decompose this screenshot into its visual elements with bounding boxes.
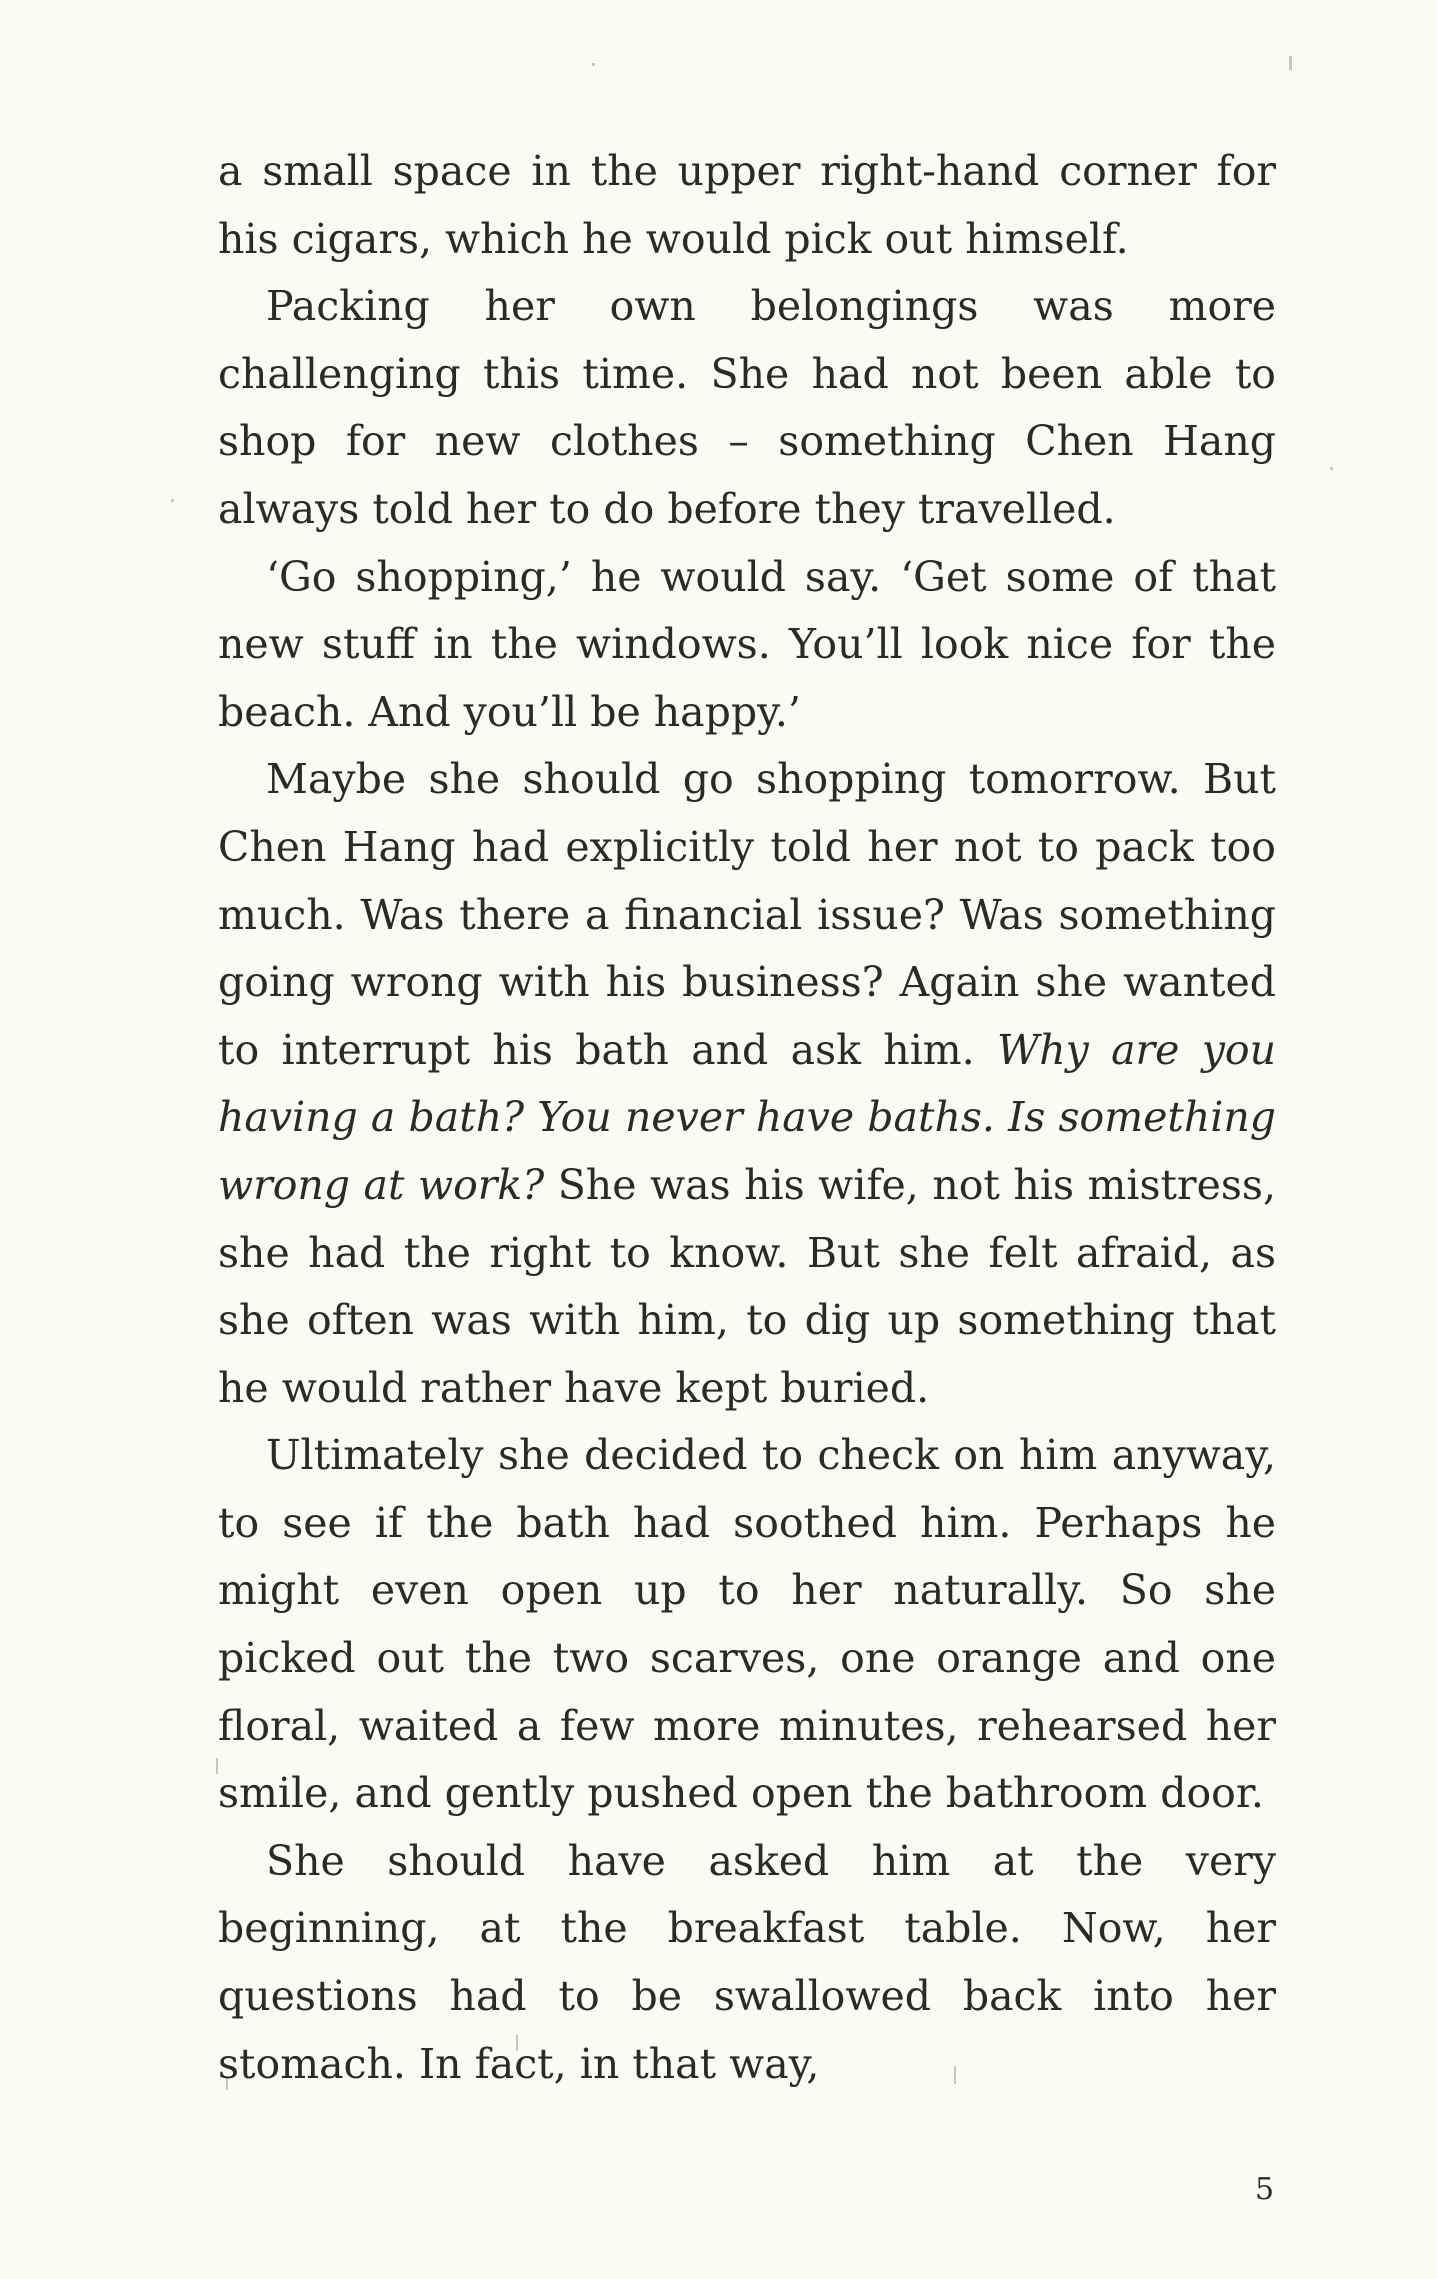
paragraph <box>218 273 1276 543</box>
text-run: Maybe she should go shopping tomorrow. But Chen Hang had explicitly told her not to pack too much. Was there a financial issue? Was something going wrong with his business? Again she wanted to interrupt his bath and ask him. <box>218 755 1276 1074</box>
text-run: Ultimately she decided to check on him anyway, to see if the bath had soothed him. Perhaps he might even open up to her naturally. So she picked out the two scarves, one orange and one floral, waited a few more minutes, rehearsed her smile, and gently pushed open the bathroom door. <box>218 1431 1276 1818</box>
paper-speck <box>1330 467 1333 470</box>
paragraph <box>218 138 1276 273</box>
paper-speck <box>1289 56 1292 70</box>
text-run: ‘Go shopping,’ he would say. ‘Get some of that new stuff in the windows. You’ll look nice for the beach. And you’ll be happy.’ <box>218 552 1276 736</box>
paragraph <box>218 1422 1276 1828</box>
paper-speck <box>171 499 174 502</box>
italic-text: Why are you having a bath? You never have baths. Is something wrong at work? <box>218 1025 1276 1209</box>
body-text <box>218 138 1276 2098</box>
paragraph <box>218 1828 1276 2098</box>
text-run: She was his wife, not his mistress, she had the right to know. But she felt afraid, as she often was with him, to dig up something that he would rather have kept buried. <box>218 1160 1276 1412</box>
paper-speck <box>592 63 595 66</box>
paragraph <box>218 746 1276 1422</box>
text-run: Packing her own belongings was more challenging this time. She had not been able to shop for new clothes – something Chen Hang always told her to do before they travelled. <box>218 282 1276 533</box>
text-run: a small space in the upper right-hand corner for his cigars, which he would pick out himself. <box>218 147 1276 263</box>
paragraph <box>218 544 1276 747</box>
page-number: 5 <box>1255 2172 1275 2207</box>
text-run: She should have asked him at the very beginning, at the breakfast table. Now, her questions had to be swallowed back into her stomach. In fact, in that way, <box>218 1836 1276 2088</box>
